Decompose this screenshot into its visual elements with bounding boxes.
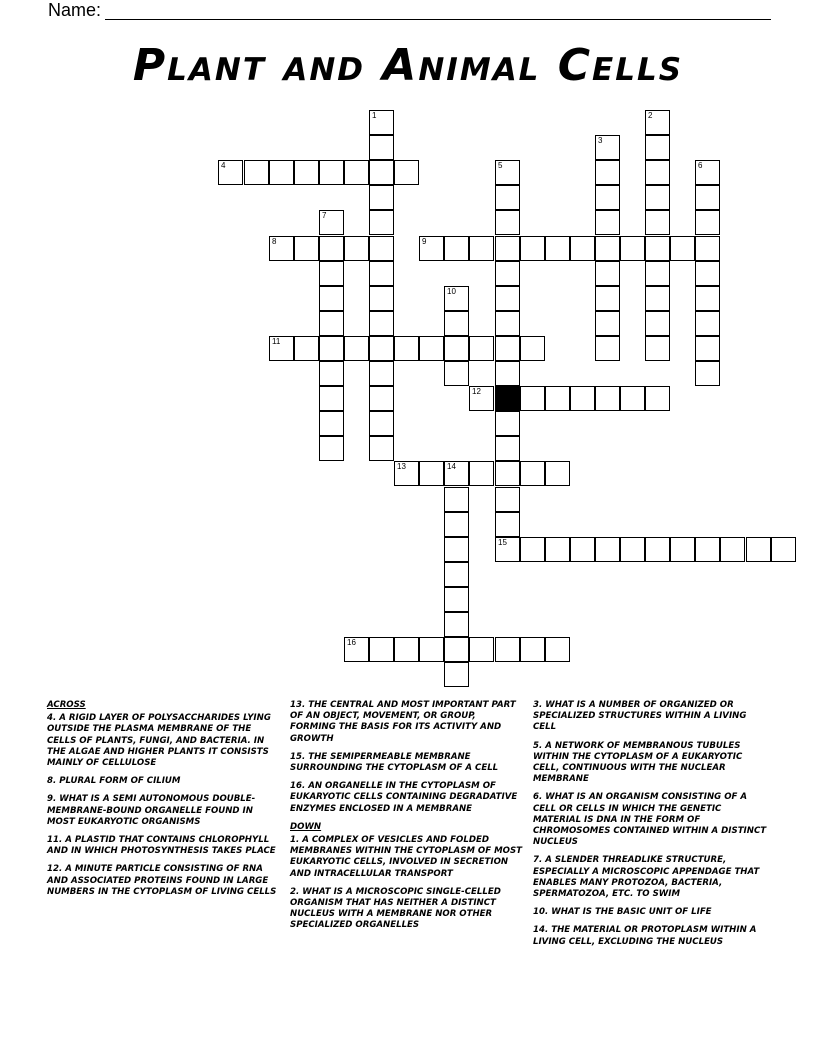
grid-cell[interactable]: [269, 336, 294, 361]
grid-cell[interactable]: [645, 336, 670, 361]
grid-cell[interactable]: [469, 336, 494, 361]
grid-cell[interactable]: [645, 286, 670, 311]
grid-cell[interactable]: [444, 587, 469, 612]
grid-cell[interactable]: [545, 236, 570, 261]
grid-cell[interactable]: [695, 311, 720, 336]
grid-cell[interactable]: [520, 637, 545, 662]
grid-cell[interactable]: [695, 236, 720, 261]
grid-cell[interactable]: [294, 160, 319, 185]
grid-cell[interactable]: [595, 210, 620, 235]
grid-cell[interactable]: [595, 135, 620, 160]
clue-down-7: 7. A SLENDER THREADLIKE STRUCTURE, ESPECIALLY A MICROSCOPIC APPENDAGE THAT ENABLES MANY PROTOZOA, BACTERIA, SPERMATOZOA, ETC. TO SWIM: [533, 855, 760, 900]
grid-cell[interactable]: [419, 637, 444, 662]
grid-cell[interactable]: [595, 160, 620, 185]
grid-cell[interactable]: [369, 110, 394, 135]
grid-cell[interactable]: [495, 236, 520, 261]
grid-cell[interactable]: [645, 210, 670, 235]
clue-number: 11: [272, 337, 281, 346]
grid-cell[interactable]: [695, 210, 720, 235]
grid-cell[interactable]: [469, 461, 494, 486]
grid-cell[interactable]: [620, 537, 645, 562]
grid-cell[interactable]: [495, 185, 520, 210]
grid-cell[interactable]: [319, 436, 344, 461]
grid-cell[interactable]: [520, 336, 545, 361]
grid-cell[interactable]: [545, 386, 570, 411]
grid-cell[interactable]: [444, 512, 469, 537]
grid-cell[interactable]: [595, 261, 620, 286]
clue-number: 2: [648, 111, 653, 120]
down-heading: DOWN: [290, 821, 322, 832]
clue-number: 12: [472, 387, 481, 396]
grid-cell[interactable]: [444, 286, 469, 311]
grid-cell[interactable]: [444, 612, 469, 637]
grid-cell[interactable]: [444, 637, 469, 662]
grid-cell[interactable]: [319, 411, 344, 436]
grid-cell[interactable]: [369, 386, 394, 411]
grid-cell[interactable]: [369, 436, 394, 461]
grid-cell[interactable]: [620, 386, 645, 411]
grid-cell[interactable]: [645, 537, 670, 562]
grid-cell[interactable]: [495, 461, 520, 486]
grid-cell[interactable]: [369, 311, 394, 336]
grid-cell[interactable]: [771, 537, 796, 562]
clue-across-8: 8. PLURAL FORM OF CILIUM: [47, 776, 181, 787]
clue-number: 9: [422, 237, 427, 246]
grid-cell[interactable]: [419, 461, 444, 486]
grid-cell[interactable]: [695, 286, 720, 311]
grid-cell[interactable]: [319, 311, 344, 336]
grid-cell[interactable]: [369, 185, 394, 210]
clues-column-1: [47, 700, 279, 905]
grid-cell[interactable]: [495, 637, 520, 662]
grid-cell[interactable]: [444, 562, 469, 587]
grid-cell[interactable]: [369, 135, 394, 160]
grid-cell[interactable]: [645, 160, 670, 185]
grid-cell[interactable]: [645, 135, 670, 160]
grid-cell[interactable]: [695, 361, 720, 386]
grid-cell[interactable]: [369, 236, 394, 261]
clue-down-1: 1. A COMPLEX OF VESICLES AND FOLDED MEMBRANES WITHIN THE CYTOPLASM OF MOST EUKARYOTIC CELLS, INVOLVED IN SECRETION AND INTRACELLULAR TRANSPORT: [290, 835, 522, 879]
clues-column-2: [290, 700, 524, 939]
grid-cell[interactable]: [495, 537, 520, 562]
clue-down-10: 10. WHAT IS THE BASIC UNIT OF LIFE: [533, 907, 712, 918]
grid-cell[interactable]: [570, 386, 595, 411]
page-title: Plant and Animal Cells: [132, 40, 684, 91]
grid-cell[interactable]: [670, 236, 695, 261]
clue-across-9: 9. WHAT IS A SEMI AUTONOMOUS DOUBLE-MEMBRANE-BOUND ORGANELLE FOUND IN MOST EUKARYOTIC ORGANISMS: [47, 794, 256, 827]
clue-number: 5: [498, 161, 503, 170]
grid-cell[interactable]: [294, 236, 319, 261]
grid-cell[interactable]: [695, 185, 720, 210]
grid-cell[interactable]: [369, 637, 394, 662]
grid-cell[interactable]: [319, 361, 344, 386]
clue-down-2: 2. WHAT IS A MICROSCOPIC SINGLE-CELLED ORGANISM THAT HAS NEITHER A DISTINCT NUCLEUS WITH A MEMBRANE NOR OTHER SPECIALIZED ORGANELLES: [290, 886, 501, 931]
grid-cell[interactable]: [495, 311, 520, 336]
grid-cell[interactable]: [444, 236, 469, 261]
grid-cell[interactable]: [520, 386, 545, 411]
grid-cell[interactable]: [319, 210, 344, 235]
clue-number: 15: [498, 538, 507, 547]
clue-across-13: 13. THE CENTRAL AND MOST IMPORTANT PART OF AN OBJECT, MOVEMENT, OR GROUP, FORMING THE BASIS FOR ITS ACTIVITY AND GROWTH: [290, 700, 516, 744]
grid-cell[interactable]: [469, 386, 494, 411]
clue-down-3: 3. WHAT IS A NUMBER OF ORGANIZED OR SPECIALIZED STRUCTURES WITHIN A LIVING CELL: [533, 700, 747, 733]
grid-cell[interactable]: [344, 637, 369, 662]
black-square: [495, 386, 520, 411]
across-heading: ACROSS: [47, 700, 86, 710]
grid-cell[interactable]: [495, 411, 520, 436]
grid-cell[interactable]: [495, 336, 520, 361]
grid-cell[interactable]: [495, 160, 520, 185]
grid-cell[interactable]: [645, 386, 670, 411]
grid-cell[interactable]: [495, 210, 520, 235]
clue-number: 14: [447, 462, 456, 471]
grid-cell[interactable]: [495, 512, 520, 537]
clue-number: 13: [397, 462, 406, 471]
clue-across-15: 15. THE SEMIPERMEABLE MEMBRANE SURROUNDING THE CYTOPLASM OF A CELL: [290, 751, 499, 774]
clue-number: 8: [272, 237, 277, 246]
grid-cell[interactable]: [570, 236, 595, 261]
clue-number: 16: [347, 638, 356, 647]
grid-cell[interactable]: [720, 537, 745, 562]
grid-cell[interactable]: [319, 236, 344, 261]
grid-cell[interactable]: [495, 436, 520, 461]
clue-across-16: 16. AN ORGANELLE IN THE CYTOPLASM OF EUKARYOTIC CELLS CONTAINING DEGRADATIVE ENZYMES ENCLOSED IN A MEMBRANE: [290, 781, 518, 814]
grid-cell[interactable]: [620, 236, 645, 261]
grid-cell[interactable]: [319, 386, 344, 411]
clue-number: 10: [447, 287, 456, 296]
grid-cell[interactable]: [394, 637, 419, 662]
grid-cell[interactable]: [469, 236, 494, 261]
grid-cell[interactable]: [444, 662, 469, 687]
grid-cell[interactable]: [645, 311, 670, 336]
grid-cell[interactable]: [670, 537, 695, 562]
grid-cell[interactable]: [570, 537, 595, 562]
clue-number: 6: [698, 161, 703, 170]
grid-cell[interactable]: [444, 311, 469, 336]
grid-cell[interactable]: [369, 261, 394, 286]
grid-cell[interactable]: [369, 160, 394, 185]
grid-cell[interactable]: [645, 261, 670, 286]
grid-cell[interactable]: [319, 160, 344, 185]
grid-cell[interactable]: [495, 487, 520, 512]
grid-cell[interactable]: [419, 336, 444, 361]
grid-cell[interactable]: [695, 537, 720, 562]
grid-cell[interactable]: [369, 210, 394, 235]
grid-cell[interactable]: [746, 537, 771, 562]
grid-cell[interactable]: [444, 336, 469, 361]
grid-cell[interactable]: [545, 461, 570, 486]
grid-cell[interactable]: [695, 336, 720, 361]
grid-cell[interactable]: [695, 160, 720, 185]
grid-cell[interactable]: [595, 185, 620, 210]
grid-cell[interactable]: [344, 336, 369, 361]
grid-cell[interactable]: [319, 336, 344, 361]
grid-cell[interactable]: [344, 160, 369, 185]
grid-cell[interactable]: [444, 461, 469, 486]
grid-cell[interactable]: [394, 160, 419, 185]
grid-cell[interactable]: [444, 487, 469, 512]
grid-cell[interactable]: [369, 361, 394, 386]
grid-cell[interactable]: [444, 537, 469, 562]
grid-cell[interactable]: [595, 286, 620, 311]
grid-cell[interactable]: [469, 637, 494, 662]
grid-cell[interactable]: [520, 236, 545, 261]
clue-number: 7: [322, 211, 327, 220]
grid-cell[interactable]: [269, 236, 294, 261]
grid-cell[interactable]: [595, 537, 620, 562]
clue-number: 4: [221, 161, 226, 170]
grid-cell[interactable]: [495, 286, 520, 311]
grid-cell[interactable]: [595, 311, 620, 336]
grid-cell[interactable]: [269, 160, 294, 185]
grid-cell[interactable]: [344, 236, 369, 261]
grid-cell[interactable]: [595, 236, 620, 261]
clue-across-4: 4. A RIGID LAYER OF POLYSACCHARIDES LYING OUTSIDE THE PLASMA MEMBRANE OF THE CELLS OF PLANTS, FUNGI, AND BACTERIA. IN THE ALGAE AND HIGHER PLANTS IT CONSISTS MAINLY OF CELLULOSE: [47, 713, 271, 769]
grid-cell[interactable]: [645, 236, 670, 261]
grid-cell[interactable]: [595, 386, 620, 411]
grid-cell[interactable]: [369, 286, 394, 311]
grid-cell[interactable]: [419, 236, 444, 261]
grid-cell[interactable]: [545, 637, 570, 662]
grid-cell[interactable]: [545, 537, 570, 562]
clue-number: 1: [372, 111, 377, 120]
grid-cell[interactable]: [319, 286, 344, 311]
clues-column-3: [533, 700, 771, 955]
grid-cell[interactable]: [645, 185, 670, 210]
grid-cell[interactable]: [520, 537, 545, 562]
clue-across-12: 12. A MINUTE PARTICLE CONSISTING OF RNA AND ASSOCIATED PROTEINS FOUND IN LARGE NUMBERS IN THE CYTOPLASM OF LIVING CELLS: [47, 864, 277, 897]
grid-cell[interactable]: [394, 461, 419, 486]
grid-cell[interactable]: [394, 336, 419, 361]
name-label: Name:: [48, 0, 102, 20]
grid-cell[interactable]: [495, 361, 520, 386]
grid-cell[interactable]: [294, 336, 319, 361]
clue-down-14: 14. THE MATERIAL OR PROTOPLASM WITHIN A LIVING CELL, EXCLUDING THE NUCLEUS: [533, 925, 757, 947]
grid-cell[interactable]: [695, 261, 720, 286]
clue-down-6: 6. WHAT IS AN ORGANISM CONSISTING OF A CELL OR CELLS IN WHICH THE GENETIC MATERIAL IS DNA IN THE FORM OF CHROMOSOMES CONTAINED WITHIN A DISTINCT NUCLEUS: [533, 792, 767, 848]
grid-cell[interactable]: [520, 461, 545, 486]
grid-cell[interactable]: [369, 336, 394, 361]
clue-number: 3: [598, 136, 603, 145]
grid-cell[interactable]: [595, 336, 620, 361]
clue-across-11: 11. A PLASTID THAT CONTAINS CHLOROPHYLL AND IN WHICH PHOTOSYNTHESIS TAKES PLACE: [47, 835, 276, 857]
grid-cell[interactable]: [444, 361, 469, 386]
grid-cell[interactable]: [244, 160, 269, 185]
grid-cell[interactable]: [319, 261, 344, 286]
grid-cell[interactable]: [645, 110, 670, 135]
clue-down-5: 5. A NETWORK OF MEMBRANOUS TUBULES WITHIN THE CYTOPLASM OF A EUKARYOTIC CELL, CONTINUOUS WITH THE NUCLEAR MEMBRANE: [533, 740, 743, 785]
grid-cell[interactable]: [218, 160, 243, 185]
grid-cell[interactable]: [495, 261, 520, 286]
grid-cell[interactable]: [369, 411, 394, 436]
